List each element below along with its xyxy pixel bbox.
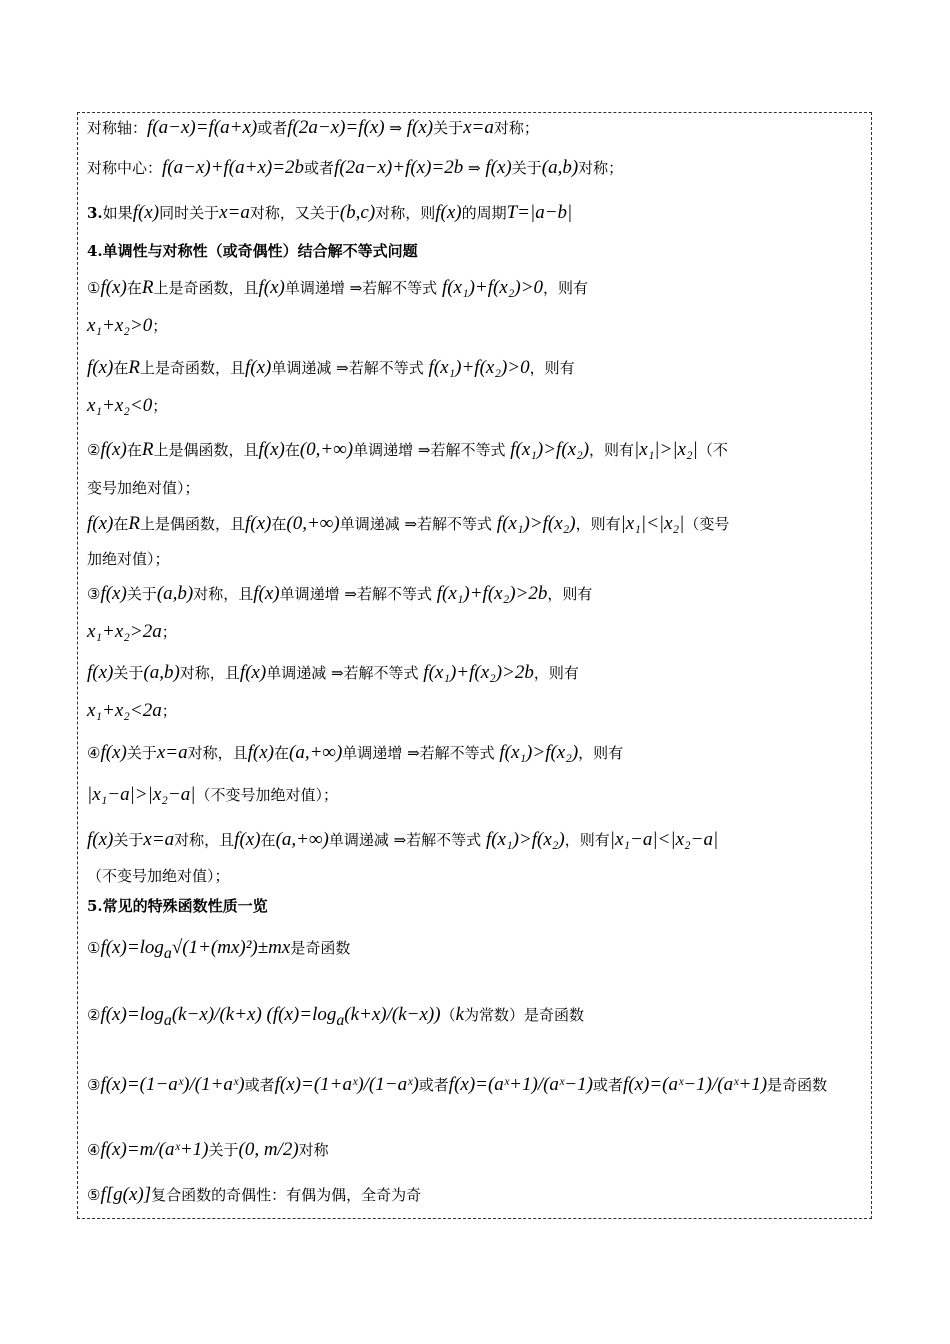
text-line: 加绝对值）； (87, 550, 170, 568)
text-line: 对称轴：f(a−x)=f(a+x)或者f(2a−x)=f(x) ⇒ f(x)关于x=a对称； (87, 117, 539, 138)
text-line: f(x)关于x=a对称，且f(x)在(a,+∞)单调递减 ⇒若解不等式 f(x₁)>f(x₂)，则有|x₁−a|<|x₂−a| (87, 829, 719, 850)
text-line: ⑤f[g(x)]复合函数的奇偶性：有偶为偶，全奇为奇 (87, 1184, 422, 1205)
text-line: 变号加绝对值）； (87, 479, 200, 497)
text-line: f(x)在R上是偶函数，且f(x)在(0,+∞)单调递减 ⇒若解不等式 f(x₁)>f(x₂)，则有|x₁|<|x₂|（变号 (87, 513, 730, 534)
text-line: ①f(x)在R上是奇函数，且f(x)单调递增 ⇒若解不等式 f(x₁)+f(x₂)>0，则有 (87, 277, 589, 298)
text-line: 4.单调性与对称性（或奇偶性）结合解不等式问题 (87, 242, 418, 260)
text-line: x₁+x₂>2a； (87, 621, 177, 642)
text-line: $②f(x)=\log_a(k-x)/(k+x)$ $(f(x)=\log_a(k+x)/(k-x))(k$为常数）是奇函数 (87, 1004, 585, 1029)
text-line: 3.如果f(x)同时关于x=a对称，又关于(b,c)对称，则f(x)的周期T=|a−b| (87, 202, 573, 223)
text-line: x₁+x₂<0； (87, 395, 168, 416)
text-line: |x₁−a|>|x₂−a|（不变号加绝对值）； (87, 784, 338, 805)
text-line: f(x)在R上是奇函数，且f(x)单调递减 ⇒若解不等式 f(x₁)+f(x₂)>0，则有 (87, 357, 575, 378)
text-line: x₁+x₂>0； (87, 315, 168, 336)
text-line: $①f(x)=\log_a√(1+(mx)^2)\pm mx$是奇函数 (87, 937, 351, 962)
text-line: ③f(x)=(1−aˣ)/(1+aˣ)或者f(x)=(1+aˣ)/(1−aˣ)或者f(x)=(aˣ+1)/(aˣ−1)或者f(x)=(aˣ−1)/(aˣ+1)是奇函数 (87, 1074, 828, 1095)
text-line: ②f(x)在R上是偶函数，且f(x)在(0,+∞)单调递增 ⇒若解不等式 f(x₁)>f(x₂)，则有|x₁|>|x₂|（不 (87, 439, 728, 460)
text-line: x₁+x₂<2a； (87, 700, 177, 721)
text-line: ③f(x)关于(a,b)对称，且f(x)单调递增 ⇒若解不等式 f(x₁)+f(x₂)>2b，则有 (87, 583, 593, 604)
text-line: f(x)关于(a,b)对称，且f(x)单调递减 ⇒若解不等式 f(x₁)+f(x₂)>2b，则有 (87, 662, 579, 683)
text-line: ④f(x)=m/(aˣ+1)关于(0, m/2)对称 (87, 1139, 329, 1160)
text-line: ④f(x)关于x=a对称，且f(x)在(a,+∞)单调递增 ⇒若解不等式 f(x₁)>f(x₂)，则有 (87, 742, 624, 763)
text-line: （不变号加绝对值）； (87, 867, 230, 885)
text-line: 对称中心：f(a−x)+f(a+x)=2b或者f(2a−x)+f(x)=2b ⇒ f(x)关于(a,b)对称； (87, 157, 624, 178)
text-line: 5.常见的特殊函数性质一览 (87, 897, 268, 915)
